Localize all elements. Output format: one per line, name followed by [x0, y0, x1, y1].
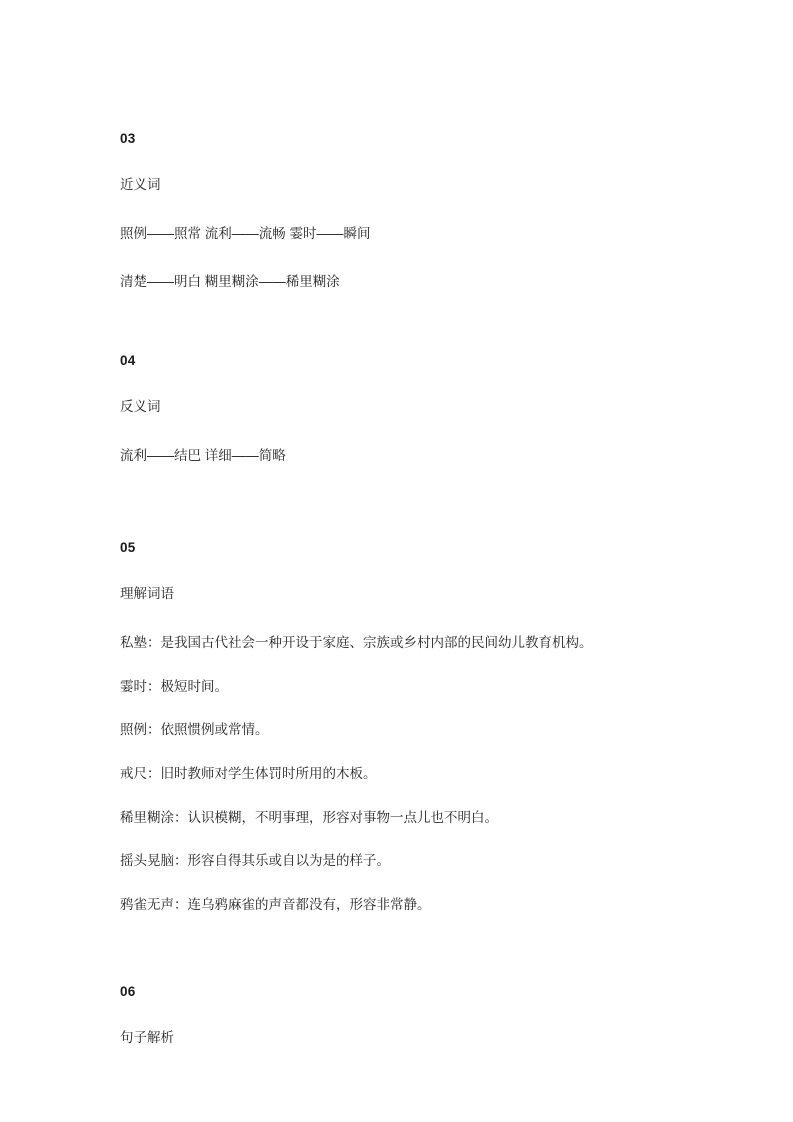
- section-number: 04: [120, 353, 136, 369]
- section-line: 照例：依照惯例或常情。: [120, 722, 269, 738]
- section-spacer: [120, 318, 673, 352]
- section-number: 05: [120, 540, 136, 556]
- section-06: [120, 983, 673, 1048]
- section-title: 理解词语: [120, 585, 174, 601]
- section-line: 稀里糊涂：认识模糊，不明事理，形容对事物一点儿也不明白。: [120, 809, 498, 825]
- section-04: [120, 352, 673, 467]
- section-line: 鸦雀无声：连乌鸦麻雀的声音都没有，形容非常静。: [120, 896, 431, 912]
- section-05: [120, 539, 673, 915]
- section-line: 清楚——明白 糊里糊涂——稀里糊涂: [120, 273, 340, 289]
- section-title: 近义词: [120, 176, 161, 192]
- section-line: 戒尺：旧时教师对学生体罚时所用的木板。: [120, 765, 377, 781]
- section-line: 霎时：极短时间。: [120, 678, 228, 694]
- section-line: 私塾：是我国古代社会一种开设于家庭、宗族或乡村内部的民间幼儿教育机构。: [120, 635, 593, 651]
- section-spacer: [120, 937, 673, 983]
- section-title: 句子解析: [120, 1030, 174, 1046]
- section-line: 照例——照常 流利——流畅 霎时——瞬间: [120, 226, 371, 242]
- section-number: 06: [120, 984, 136, 1000]
- section-line: 流利——结巴 详细——简略: [120, 448, 286, 464]
- section-number: 03: [120, 131, 136, 146]
- section-title: 反义词: [120, 399, 161, 415]
- section-spacer: [120, 493, 673, 539]
- section-line: 摇头晃脑：形容自得其乐或自以为是的样子。: [120, 853, 390, 869]
- section-03: [120, 130, 673, 292]
